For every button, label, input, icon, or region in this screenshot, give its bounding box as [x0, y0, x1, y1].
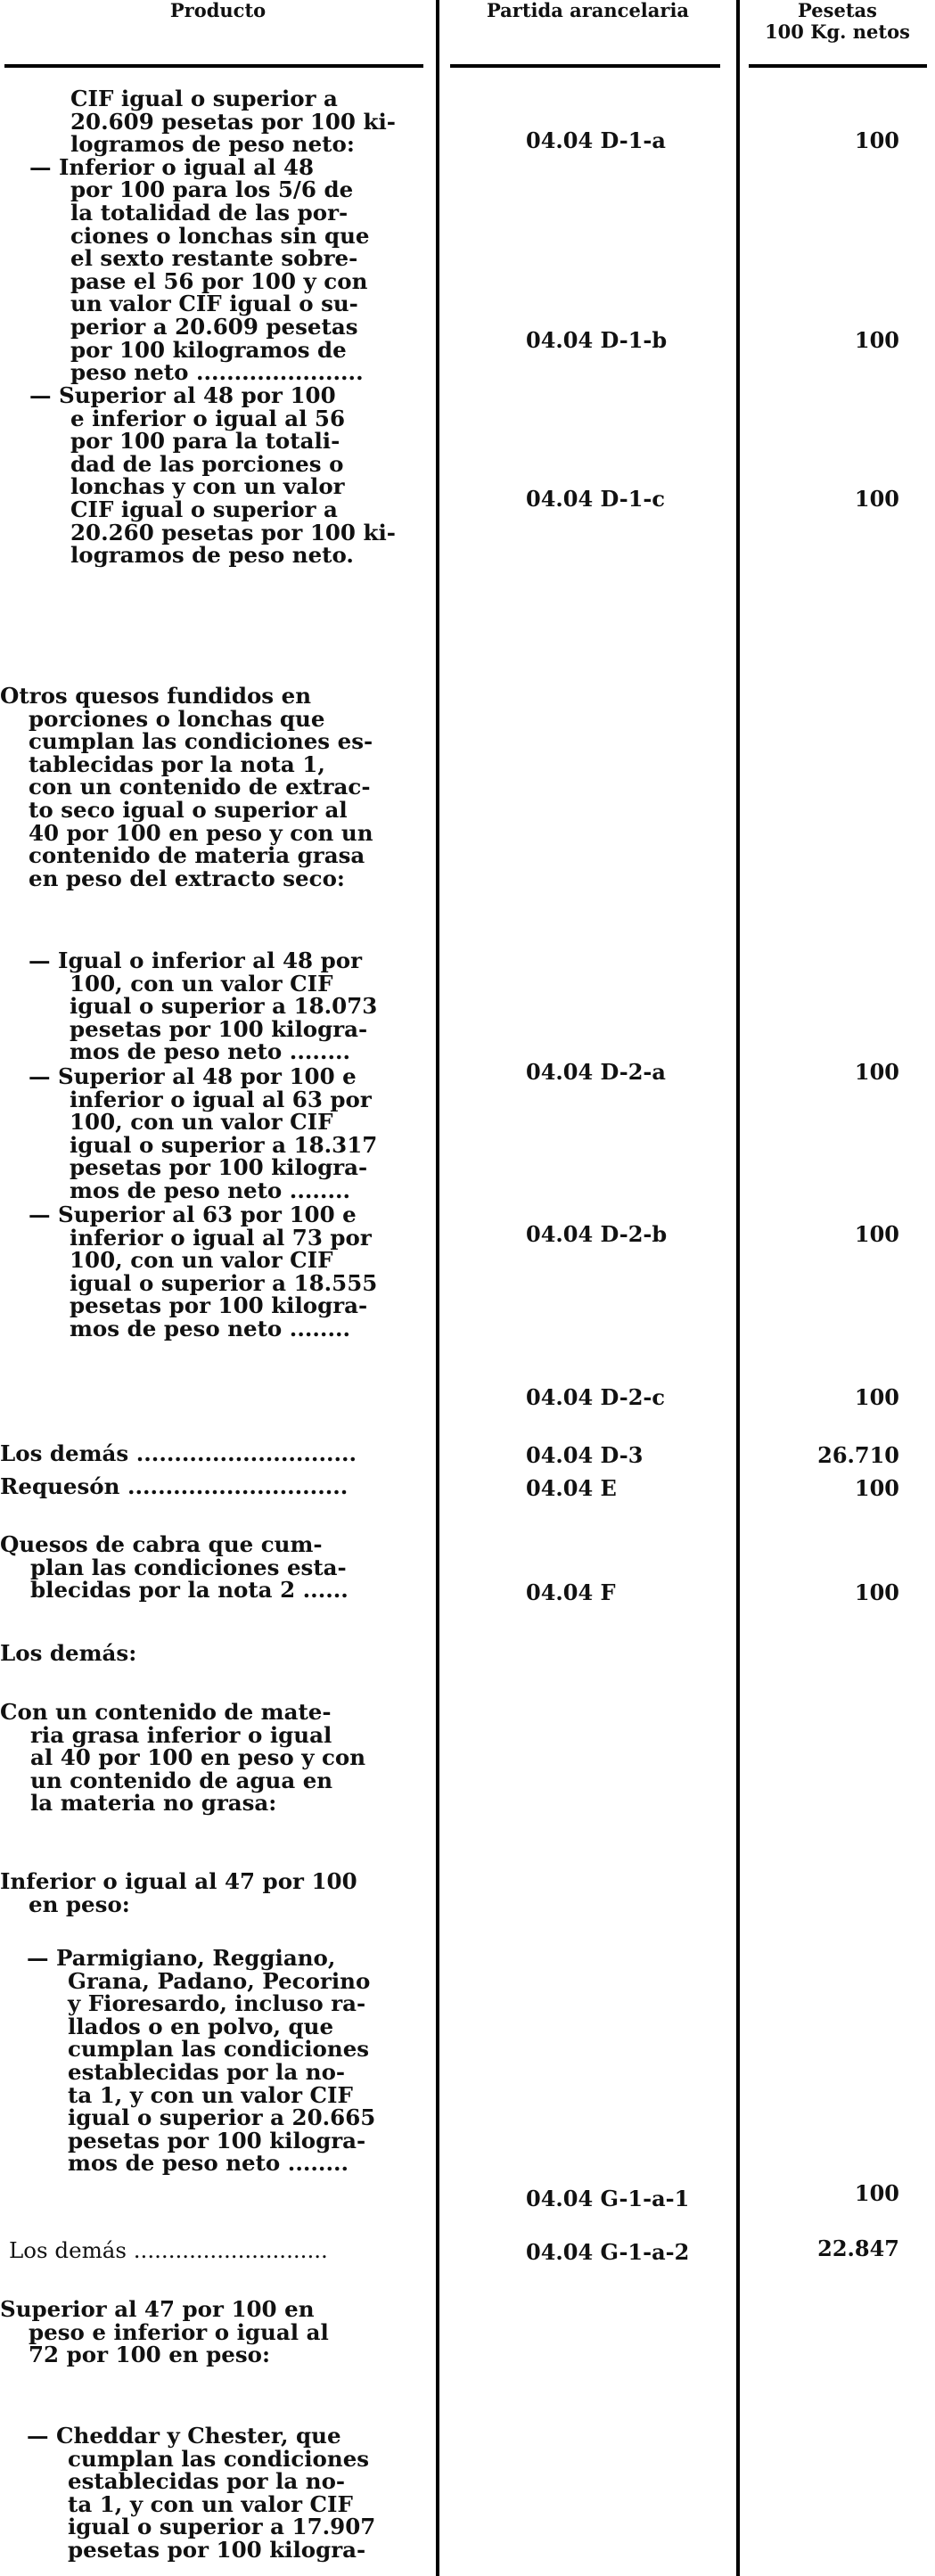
text-line: to seco igual o superior al [29, 796, 348, 823]
text-line: cumplan las condiciones [68, 2036, 370, 2063]
text-line: — Parmigiano, Reggiano, [27, 1945, 336, 1971]
text-line: cumplan las condiciones [68, 2445, 370, 2472]
product-block-g1b1 [27, 2424, 422, 2562]
header-rule-1 [4, 64, 423, 68]
text-line: igual o superior a 18.317 [70, 1131, 378, 1158]
pesetas-value: 26.710 [817, 1442, 899, 1468]
text-line: e inferior o igual al 56 [70, 405, 345, 431]
text-line: 72 por 100 en peso: [29, 2342, 271, 2368]
text-line: en peso del extracto seco: [29, 865, 345, 891]
text-line: un valor CIF igual o su- [70, 291, 358, 317]
product-block-d1a [29, 87, 422, 384]
text-line: ta 1, y con un valor CIF [68, 2490, 353, 2517]
text-line: 100, con un valor CIF [70, 970, 333, 997]
product-block-f [0, 1533, 422, 1602]
pesetas-value: 22.847 [817, 2236, 899, 2261]
text-line: cumplan las condiciones es- [29, 728, 373, 755]
text-line: plan las condiciones esta- [30, 1554, 347, 1580]
text-line: por 100 para la totali- [70, 428, 340, 455]
text-line: Los demás ............................ [9, 2237, 328, 2263]
pesetas-value: 100 [854, 1221, 899, 1247]
text-line: igual o superior a 17.907 [68, 2514, 376, 2540]
text-line: — Inferior o igual al 48 [29, 153, 315, 180]
text-line: 40 por 100 en peso y con un [29, 819, 373, 846]
pesetas-value: 100 [854, 1579, 899, 1605]
column-divider-1 [436, 0, 439, 2576]
product-block-e [0, 1475, 422, 1498]
pesetas-value: 100 [854, 1384, 899, 1410]
text-line: CIF igual o superior a [70, 86, 338, 111]
text-line: y Fioresardo, incluso ra- [68, 1990, 366, 2017]
tariff-code: 04.04 D-2-b [526, 1221, 668, 1247]
tariff-code: 04.04 D-1-b [526, 327, 668, 353]
tariff-code: 04.04 D-2-c [526, 1384, 665, 1410]
text-line: — Cheddar y Chester, que [27, 2423, 341, 2449]
pesetas-value: 100 [854, 327, 899, 353]
text-line: blecidas por la nota 2 ...... [30, 1577, 349, 1604]
text-line: inferior o igual al 63 por [70, 1086, 372, 1112]
column-divider-2 [736, 0, 740, 2576]
pesetas-value: 100 [854, 2180, 899, 2206]
product-block-d2a [29, 949, 422, 1063]
text-line: Quesos de cabra que cum- [0, 1531, 323, 1557]
text-line: peso e inferior o igual al [29, 2318, 329, 2345]
product-block-g1a [0, 1870, 422, 1916]
text-line: Inferior o igual al 47 por 100 [0, 1868, 357, 1894]
text-line: 20.260 pesetas por 100 ki- [70, 519, 396, 546]
text-line: igual o superior a 18.555 [70, 1269, 378, 1296]
header-rule-2 [450, 64, 720, 68]
text-line: ria grasa inferior o igual [30, 1721, 332, 1748]
header-pesetas-line2: 100 Kg. netos [765, 21, 910, 43]
product-block-g1 [0, 1701, 422, 1815]
text-line: logramos de peso neto: [70, 131, 355, 158]
text-line: igual o superior a 20.665 [68, 2104, 376, 2131]
text-line: — Superior al 63 por 100 e [29, 1202, 357, 1227]
text-line: por 100 para los 5/6 de [70, 176, 354, 203]
text-line: peso neto ...................... [70, 359, 364, 386]
text-line: con un contenido de extrac- [29, 774, 371, 800]
product-block-d3 [0, 1442, 422, 1465]
header-pesetas [740, 0, 935, 43]
product-block-g1a1 [27, 1947, 422, 2175]
text-line: llados o en polvo, que [68, 2013, 334, 2039]
text-line: Superior al 47 por 100 en [0, 2296, 315, 2322]
text-line: pesetas por 100 kilogra- [68, 2127, 366, 2154]
text-line: al 40 por 100 en peso y con [30, 1744, 366, 1771]
product-block-d2 [0, 685, 422, 890]
text-line: Requesón ............................. [0, 1473, 349, 1499]
tariff-code: 04.04 G-1-a-2 [526, 2239, 690, 2265]
tariff-code: 04.04 D-2-a [526, 1059, 666, 1085]
text-line: Los demás: [0, 1640, 137, 1666]
text-line: Grana, Padano, Pecorino [68, 1967, 371, 1994]
tariff-code: 04.04 G-1-a-1 [526, 2186, 690, 2211]
text-line: ciones o lonchas sin que [70, 222, 370, 249]
text-line: establecidas por la no- [68, 2468, 346, 2495]
text-line: Los demás ............................. [0, 1440, 357, 1466]
tariff-code: 04.04 E [526, 1475, 617, 1501]
text-line: dad de las porciones o [70, 450, 344, 477]
tariff-code: 04.04 D-3 [526, 1442, 644, 1468]
pesetas-value: 100 [854, 127, 899, 153]
pesetas-value: 100 [854, 1475, 899, 1501]
text-line: porciones o lonchas que [29, 705, 325, 732]
text-line: un contenido de agua en [30, 1767, 333, 1793]
text-line: pesetas por 100 kilogra- [68, 2536, 366, 2563]
tariff-code: 04.04 D-1-c [526, 486, 665, 512]
text-line: — Igual o inferior al 48 por [29, 948, 362, 973]
product-block-d2c [29, 1203, 422, 1341]
tariff-code: 04.04 D-1-a [526, 127, 666, 153]
pesetas-value: 100 [854, 486, 899, 512]
header-pesetas-line1: Pesetas [798, 0, 877, 21]
text-line: inferior o igual al 73 por [70, 1224, 372, 1251]
text-line: pesetas por 100 kilogra- [70, 1015, 368, 1042]
text-line: 100, con un valor CIF [70, 1247, 333, 1274]
pesetas-value: 100 [854, 1059, 899, 1085]
header-rule-3 [749, 64, 927, 68]
tariff-code: 04.04 F [526, 1579, 616, 1605]
text-line: Otros quesos fundidos en [0, 683, 312, 709]
text-line: tablecidas por la nota 1, [29, 751, 325, 777]
text-line: logramos de peso neto. [70, 542, 354, 569]
product-block-g [0, 1642, 422, 1665]
text-line: el sexto restante sobre- [70, 245, 358, 272]
text-line: la materia no grasa: [30, 1790, 277, 1817]
text-line: — Superior al 48 por 100 [29, 382, 336, 408]
text-line: perior a 20.609 pesetas [70, 313, 358, 340]
product-block-g1b [0, 2298, 422, 2367]
text-line: mos de peso neto ........ [68, 2150, 349, 2177]
product-block-d1c [29, 384, 422, 567]
text-line: lonchas y con un valor [70, 473, 345, 500]
text-line: Con un contenido de mate- [0, 1699, 332, 1725]
text-line: 100, con un valor CIF [70, 1109, 333, 1136]
text-line: contenido de materia grasa [29, 842, 365, 869]
text-line: 20.609 pesetas por 100 ki- [70, 108, 396, 135]
text-line: — Superior al 48 por 100 e [29, 1063, 357, 1089]
text-line: mos de peso neto ........ [70, 1038, 351, 1065]
text-line: en peso: [29, 1891, 130, 1917]
product-block-d2b [29, 1065, 422, 1202]
text-line: pesetas por 100 kilogra- [70, 1292, 368, 1319]
text-line: pesetas por 100 kilogra- [70, 1154, 368, 1181]
header-tariff-heading: Partida arancelaria [486, 0, 690, 21]
header-product: Producto [169, 0, 267, 21]
text-line: por 100 kilogramos de [70, 336, 347, 363]
text-line: mos de peso neto ........ [70, 1177, 351, 1203]
text-line: mos de peso neto ........ [70, 1315, 351, 1341]
text-line: ta 1, y con un valor CIF [68, 2081, 353, 2108]
text-line: CIF igual o superior a [70, 496, 338, 522]
text-line: establecidas por la no- [68, 2058, 346, 2085]
text-line: la totalidad de las por- [70, 199, 349, 226]
text-line: pase el 56 por 100 y con [70, 267, 368, 294]
text-line: igual o superior a 18.073 [70, 993, 378, 1020]
product-block-g1a2 [9, 2239, 422, 2262]
